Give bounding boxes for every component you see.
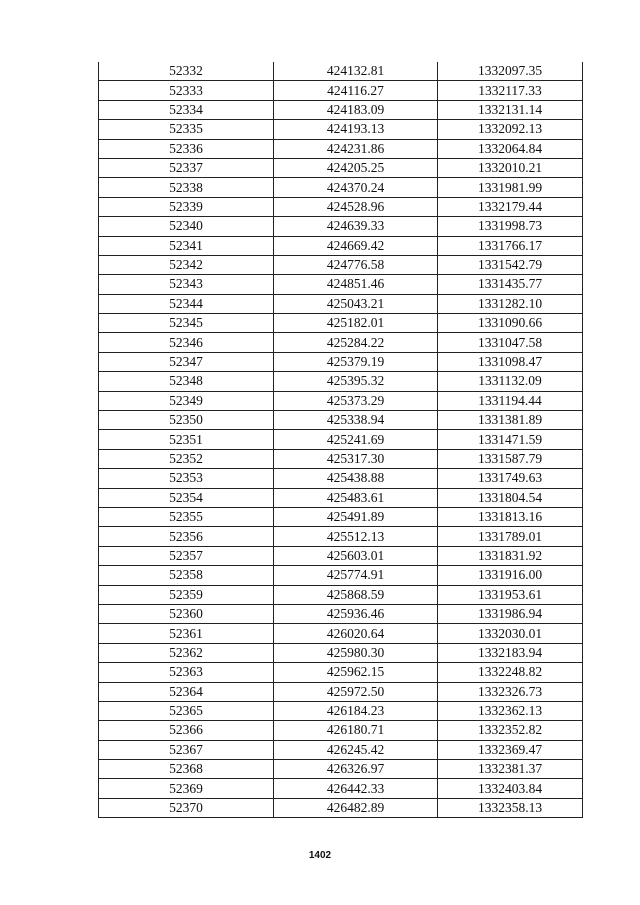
- x-coordinate-cell: 425373.29: [274, 391, 438, 410]
- y-coordinate-cell: 1332131.14: [438, 100, 583, 119]
- y-coordinate-cell: 1331381.89: [438, 411, 583, 430]
- x-coordinate-cell: 424528.96: [274, 197, 438, 216]
- x-coordinate-cell: 425603.01: [274, 546, 438, 565]
- x-coordinate-cell: 424669.42: [274, 236, 438, 255]
- point-id-cell: 52353: [99, 469, 274, 488]
- y-coordinate-cell: 1332248.82: [438, 663, 583, 682]
- point-id-cell: 52365: [99, 701, 274, 720]
- x-coordinate-cell: 426326.97: [274, 760, 438, 779]
- point-id-cell: 52364: [99, 682, 274, 701]
- y-coordinate-cell: 1332183.94: [438, 643, 583, 662]
- x-coordinate-cell: 424370.24: [274, 178, 438, 197]
- table-row: [99, 411, 583, 430]
- y-coordinate-cell: 1331986.94: [438, 604, 583, 623]
- point-id-cell: 52336: [99, 139, 274, 158]
- y-coordinate-cell: 1332030.01: [438, 624, 583, 643]
- x-coordinate-cell: 425395.32: [274, 372, 438, 391]
- x-coordinate-cell: 426245.42: [274, 740, 438, 759]
- x-coordinate-cell: 426180.71: [274, 721, 438, 740]
- point-id-cell: 52343: [99, 275, 274, 294]
- table-row: [99, 333, 583, 352]
- table-row: [99, 740, 583, 759]
- y-coordinate-cell: 1332064.84: [438, 139, 583, 158]
- y-coordinate-cell: 1331132.09: [438, 372, 583, 391]
- point-id-cell: 52366: [99, 721, 274, 740]
- point-id-cell: 52355: [99, 507, 274, 526]
- table-row: [99, 275, 583, 294]
- table-row: [99, 217, 583, 236]
- x-coordinate-cell: 426020.64: [274, 624, 438, 643]
- table-row: [99, 507, 583, 526]
- x-coordinate-cell: 425962.15: [274, 663, 438, 682]
- y-coordinate-cell: 1331435.77: [438, 275, 583, 294]
- y-coordinate-cell: 1331916.00: [438, 566, 583, 585]
- x-coordinate-cell: 425338.94: [274, 411, 438, 430]
- table-row: [99, 663, 583, 682]
- y-coordinate-cell: 1332362.13: [438, 701, 583, 720]
- table-row: [99, 430, 583, 449]
- y-coordinate-cell: 1331098.47: [438, 352, 583, 371]
- point-id-cell: 52356: [99, 527, 274, 546]
- x-coordinate-cell: 424231.86: [274, 139, 438, 158]
- y-coordinate-cell: 1331831.92: [438, 546, 583, 565]
- table-row: [99, 682, 583, 701]
- point-id-cell: 52332: [99, 62, 274, 81]
- point-id-cell: 52361: [99, 624, 274, 643]
- x-coordinate-cell: 424116.27: [274, 81, 438, 100]
- point-id-cell: 52340: [99, 217, 274, 236]
- table-row: [99, 158, 583, 177]
- point-id-cell: 52363: [99, 663, 274, 682]
- table-row: [99, 798, 583, 817]
- y-coordinate-cell: 1332092.13: [438, 120, 583, 139]
- table-row: [99, 701, 583, 720]
- y-coordinate-cell: 1332358.13: [438, 798, 583, 817]
- x-coordinate-cell: 425284.22: [274, 333, 438, 352]
- x-coordinate-cell: 424183.09: [274, 100, 438, 119]
- y-coordinate-cell: 1331804.54: [438, 488, 583, 507]
- table-row: [99, 643, 583, 662]
- point-id-cell: 52352: [99, 449, 274, 468]
- point-id-cell: 52367: [99, 740, 274, 759]
- point-id-cell: 52368: [99, 760, 274, 779]
- x-coordinate-cell: 424132.81: [274, 62, 438, 81]
- y-coordinate-cell: 1331749.63: [438, 469, 583, 488]
- y-coordinate-cell: 1331471.59: [438, 430, 583, 449]
- table-row: [99, 527, 583, 546]
- y-coordinate-cell: 1331981.99: [438, 178, 583, 197]
- x-coordinate-cell: 425438.88: [274, 469, 438, 488]
- point-id-cell: 52354: [99, 488, 274, 507]
- x-coordinate-cell: 426482.89: [274, 798, 438, 817]
- table-row: [99, 352, 583, 371]
- table-row: [99, 488, 583, 507]
- table-row: [99, 236, 583, 255]
- point-id-cell: 52341: [99, 236, 274, 255]
- table-row: [99, 197, 583, 216]
- table-row: [99, 624, 583, 643]
- y-coordinate-cell: 1331766.17: [438, 236, 583, 255]
- y-coordinate-cell: 1331194.44: [438, 391, 583, 410]
- table-row: [99, 294, 583, 313]
- point-id-cell: 52344: [99, 294, 274, 313]
- table-row: [99, 721, 583, 740]
- y-coordinate-cell: 1331813.16: [438, 507, 583, 526]
- y-coordinate-cell: 1332117.33: [438, 81, 583, 100]
- coordinates-table: [98, 62, 583, 818]
- x-coordinate-cell: 426442.33: [274, 779, 438, 798]
- point-id-cell: 52357: [99, 546, 274, 565]
- table-row: [99, 779, 583, 798]
- y-coordinate-cell: 1331090.66: [438, 314, 583, 333]
- point-id-cell: 52359: [99, 585, 274, 604]
- y-coordinate-cell: 1331047.58: [438, 333, 583, 352]
- point-id-cell: 52342: [99, 255, 274, 274]
- y-coordinate-cell: 1331998.73: [438, 217, 583, 236]
- table-row: [99, 372, 583, 391]
- x-coordinate-cell: 425868.59: [274, 585, 438, 604]
- x-coordinate-cell: 425972.50: [274, 682, 438, 701]
- x-coordinate-cell: 425241.69: [274, 430, 438, 449]
- x-coordinate-cell: 425483.61: [274, 488, 438, 507]
- table-row: [99, 120, 583, 139]
- x-coordinate-cell: 424776.58: [274, 255, 438, 274]
- point-id-cell: 52346: [99, 333, 274, 352]
- table-row: [99, 604, 583, 623]
- page-number: 1402: [308, 850, 332, 861]
- point-id-cell: 52362: [99, 643, 274, 662]
- point-id-cell: 52360: [99, 604, 274, 623]
- table-row: [99, 314, 583, 333]
- y-coordinate-cell: 1332381.37: [438, 760, 583, 779]
- y-coordinate-cell: 1332326.73: [438, 682, 583, 701]
- y-coordinate-cell: 1331542.79: [438, 255, 583, 274]
- table-row: [99, 566, 583, 585]
- y-coordinate-cell: 1332010.21: [438, 158, 583, 177]
- point-id-cell: 52369: [99, 779, 274, 798]
- x-coordinate-cell: 425980.30: [274, 643, 438, 662]
- x-coordinate-cell: 424851.46: [274, 275, 438, 294]
- point-id-cell: 52370: [99, 798, 274, 817]
- y-coordinate-cell: 1331953.61: [438, 585, 583, 604]
- x-coordinate-cell: 425936.46: [274, 604, 438, 623]
- table-row: [99, 449, 583, 468]
- x-coordinate-cell: 424193.13: [274, 120, 438, 139]
- table-row: [99, 81, 583, 100]
- point-id-cell: 52351: [99, 430, 274, 449]
- x-coordinate-cell: 425512.13: [274, 527, 438, 546]
- x-coordinate-cell: 425043.21: [274, 294, 438, 313]
- point-id-cell: 52349: [99, 391, 274, 410]
- point-id-cell: 52348: [99, 372, 274, 391]
- y-coordinate-cell: 1332352.82: [438, 721, 583, 740]
- point-id-cell: 52334: [99, 100, 274, 119]
- x-coordinate-cell: 425317.30: [274, 449, 438, 468]
- point-id-cell: 52358: [99, 566, 274, 585]
- point-id-cell: 52338: [99, 178, 274, 197]
- coordinates-table-body: [99, 62, 583, 818]
- table-row: [99, 391, 583, 410]
- x-coordinate-cell: 425182.01: [274, 314, 438, 333]
- table-row: [99, 760, 583, 779]
- y-coordinate-cell: 1332097.35: [438, 62, 583, 81]
- x-coordinate-cell: 424205.25: [274, 158, 438, 177]
- point-id-cell: 52335: [99, 120, 274, 139]
- y-coordinate-cell: 1332179.44: [438, 197, 583, 216]
- point-id-cell: 52333: [99, 81, 274, 100]
- table-row: [99, 255, 583, 274]
- x-coordinate-cell: 425491.89: [274, 507, 438, 526]
- y-coordinate-cell: 1331282.10: [438, 294, 583, 313]
- y-coordinate-cell: 1332403.84: [438, 779, 583, 798]
- point-id-cell: 52337: [99, 158, 274, 177]
- point-id-cell: 52339: [99, 197, 274, 216]
- x-coordinate-cell: 426184.23: [274, 701, 438, 720]
- point-id-cell: 52345: [99, 314, 274, 333]
- y-coordinate-cell: 1331587.79: [438, 449, 583, 468]
- x-coordinate-cell: 425379.19: [274, 352, 438, 371]
- point-id-cell: 52347: [99, 352, 274, 371]
- table-row: [99, 139, 583, 158]
- table-row: [99, 62, 583, 81]
- y-coordinate-cell: 1331789.01: [438, 527, 583, 546]
- table-row: [99, 585, 583, 604]
- x-coordinate-cell: 425774.91: [274, 566, 438, 585]
- table-row: [99, 100, 583, 119]
- x-coordinate-cell: 424639.33: [274, 217, 438, 236]
- y-coordinate-cell: 1332369.47: [438, 740, 583, 759]
- table-row: [99, 469, 583, 488]
- table-row: [99, 546, 583, 565]
- table-row: [99, 178, 583, 197]
- point-id-cell: 52350: [99, 411, 274, 430]
